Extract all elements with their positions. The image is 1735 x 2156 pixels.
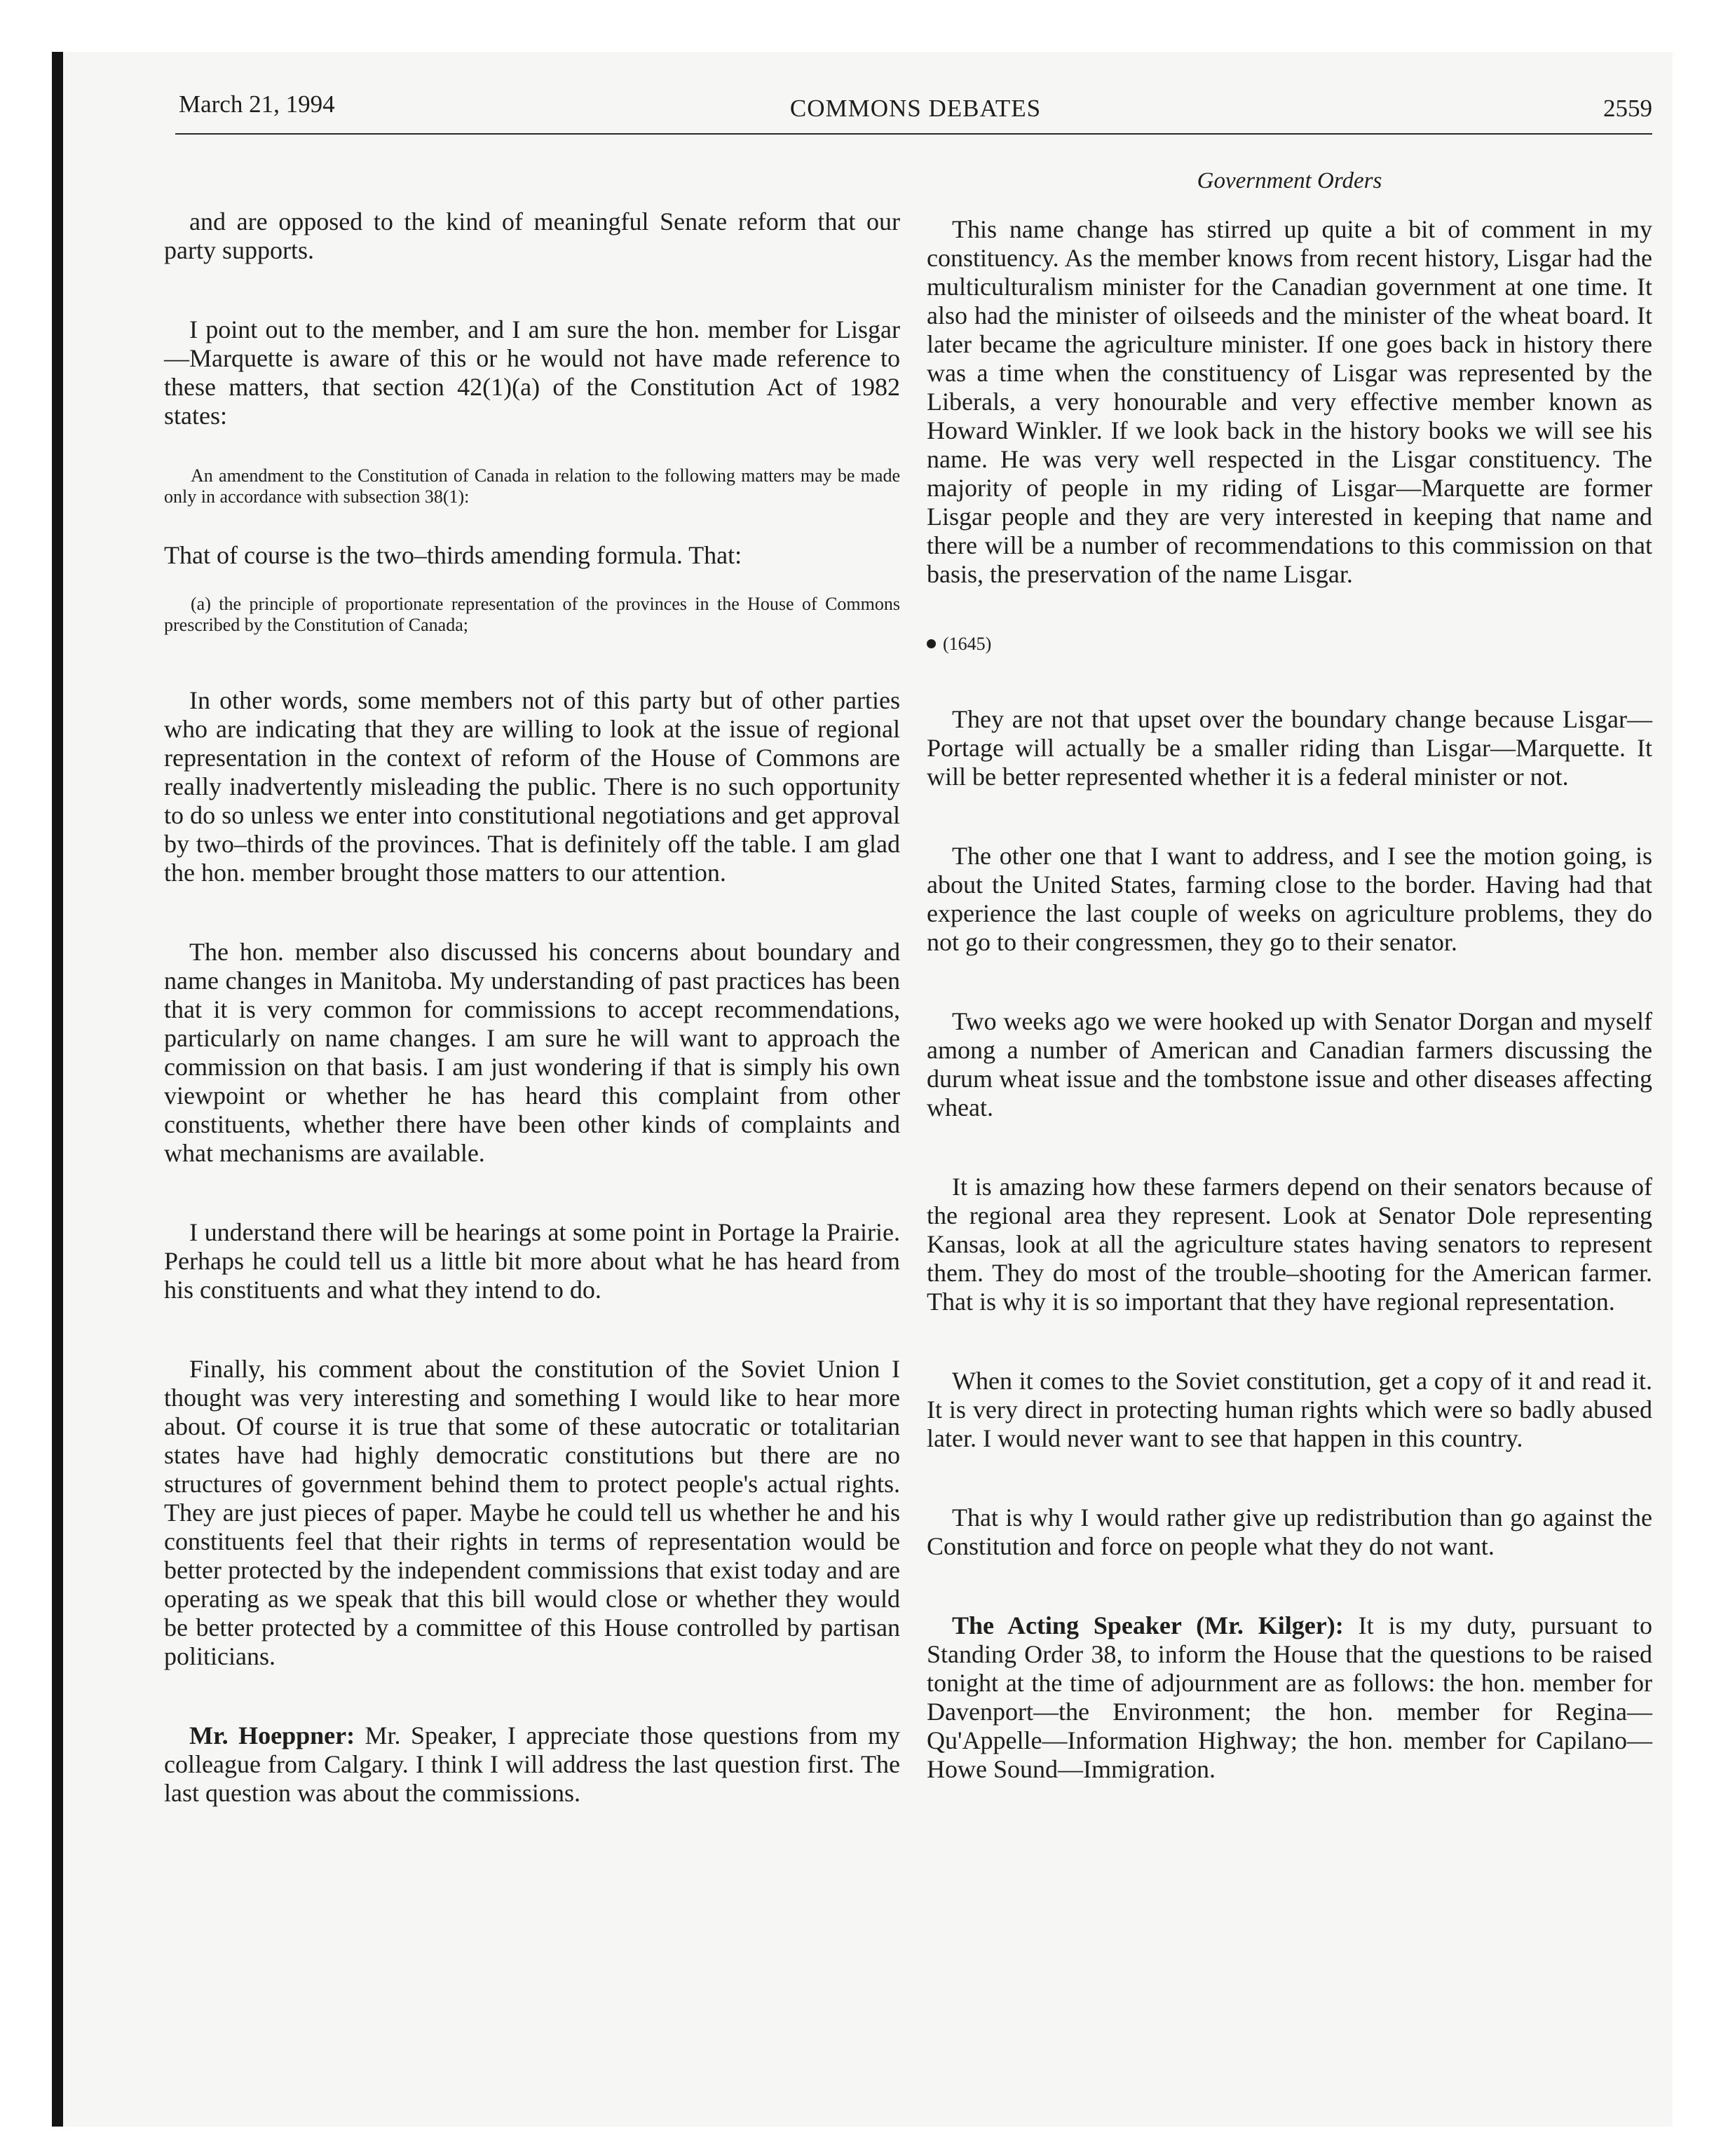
section-heading: Government Orders bbox=[1197, 168, 1382, 193]
speech-text: Mr. Speaker, I appreciate those questions from my colleague from Calgary. I think I will address the last question first. The last question was about the commissions. bbox=[164, 1721, 900, 1807]
block-quote: An amendment to the Constitution of Canada in relation to the following matters may be made only in accordance with subsection 38(1): bbox=[164, 465, 900, 507]
speaker-name: The Acting Speaker (Mr. Kilger): bbox=[952, 1611, 1344, 1639]
header-date: March 21, 1994 bbox=[179, 90, 335, 118]
bullet-icon bbox=[927, 639, 936, 648]
right-column bbox=[927, 163, 1652, 1784]
paragraph: They are not that upset over the boundary change because Lisgar—Portage will actually be a smaller riding than Lisgar—Marquette. It will be better represented whether it is a federal minister or not. bbox=[927, 705, 1652, 791]
paragraph: Two weeks ago we were hooked up with Senator Dorgan and myself among a number of American and Canadian farmers discussing the durum wheat issue and the tombstone issue and other diseases affecting wheat. bbox=[927, 1007, 1652, 1121]
header-page-number: 2559 bbox=[1603, 95, 1652, 122]
paragraph: That of course is the two–thirds amending formula. That: bbox=[164, 541, 742, 569]
paragraph: When it comes to the Soviet constitution, get a copy of it and read it. It is very direct in protecting human rights which were so badly abused later. I would never want to see that happen in this country. bbox=[927, 1367, 1652, 1452]
speech-paragraph bbox=[164, 1721, 900, 1808]
paragraph: The other one that I want to address, and I see the motion going, is about the United States, farming close to the border. Having had that experience the last couple of weeks on agriculture problems, they do not go to their congressmen, they go to their senator. bbox=[927, 842, 1652, 956]
block-quote: (a) the principle of proportionate representation of the provinces in the House of Commons prescribed by the Constitution of Canada; bbox=[164, 594, 900, 635]
paragraph: It is amazing how these farmers depend on their senators because of the regional area they represent. Look at Senator Dole representing Kansas, look at all the agriculture states having senators to represent them. They do most of the trouble–shooting for the American farmer. That is why it is so important that they have regional representation. bbox=[927, 1173, 1652, 1316]
paragraph: This name change has stirred up quite a bit of comment in my constituency. As the member knows from recent history, Lisgar had the multiculturalism minister for the Canadian government at one time. It also had the minister of oilseeds and the minister of the wheat board. It later became the agriculture minister. If one goes back in history there was a time when the constituency of Lisgar was represented by the Liberals, a very honourable and very effective member known as Howard Winkler. If we look back in the history books we will see his name. He was very well respected in the Lisgar constituency. The majority of people in my riding of Lisgar—Marquette are former Lisgar people and they are very interested in keeping that name and there will be a number of recommendations to this commission on that basis, the preservation of the name Lisgar. bbox=[927, 215, 1652, 588]
paragraph: and are opposed to the kind of meaningful Senate reform that our party supports. bbox=[164, 207, 900, 264]
speech-text: It is my duty, pursuant to Standing Order 38, to inform the House that the questions to be raised tonight at the time of adjournment are as follows: the hon. member for Davenport—the Environment; the hon. member for Regina—Qu'Appelle—Information Highway; the hon. member for Capilano—Howe Sound—Immigration. bbox=[927, 1611, 1652, 1783]
left-column bbox=[164, 163, 900, 1808]
paragraph: The hon. member also discussed his concerns about boundary and name changes in Manitoba. My understanding of past practices has been that it is very common for commissions to accept recommendations, particularly on name changes. I am sure he will want to approach the commission on that basis. I am just wondering if that is simply his own viewpoint or whether he has heard this complaint from other constituents, whether there have been other kinds of complaints and what mechanisms are available. bbox=[164, 938, 900, 1167]
speech-paragraph bbox=[927, 1611, 1652, 1784]
paragraph: Finally, his comment about the constitution of the Soviet Union I thought was very interesting and something I would like to hear more about. Of course it is true that some of these autocratic or totalitarian states have had highly democratic constitutions but there are no structures of government behind them to protect people's actual rights. They are just pieces of paper. Maybe he could tell us whether he and his constituents feel that their rights in terms of representation would be better protected by the independent commissions that exist today and are operating as we speak that this bill would close or whether they would be better protected by a committee of this House controlled by partisan politicians. bbox=[164, 1355, 900, 1670]
paragraph: That is why I would rather give up redistribution than go against the Constitution and force on people what they do not want. bbox=[927, 1503, 1652, 1560]
header-rule bbox=[175, 133, 1652, 135]
page-header bbox=[179, 88, 1652, 129]
paragraph: In other words, some members not of this party but of other parties who are indicating that they are willing to look at the issue of regional representation in the context of reform of the House of Commons are really inadvertently misleading the public. There is no such opportunity to do so unless we enter into constitutional negotiations and get approval by two–thirds of the provinces. That is definitely off the table. I am glad the hon. member brought those matters to our attention. bbox=[164, 686, 900, 887]
paragraph: I understand there will be hearings at some point in Portage la Prairie. Perhaps he could tell us a little bit more about what he has heard from his constituents and what they intend to do. bbox=[164, 1218, 900, 1304]
paragraph: I point out to the member, and I am sure the hon. member for Lisgar—Marquette is aware of this or he would not have made reference to these matters, that section 42(1)(a) of the Constitution Act of 1982 states: bbox=[164, 315, 900, 430]
header-title: COMMONS DEBATES bbox=[789, 95, 1042, 122]
time-marker-text: (1645) bbox=[943, 634, 992, 654]
binding-edge bbox=[52, 52, 63, 2127]
time-marker bbox=[927, 634, 1652, 655]
speaker-name: Mr. Hoeppner: bbox=[189, 1721, 355, 1749]
